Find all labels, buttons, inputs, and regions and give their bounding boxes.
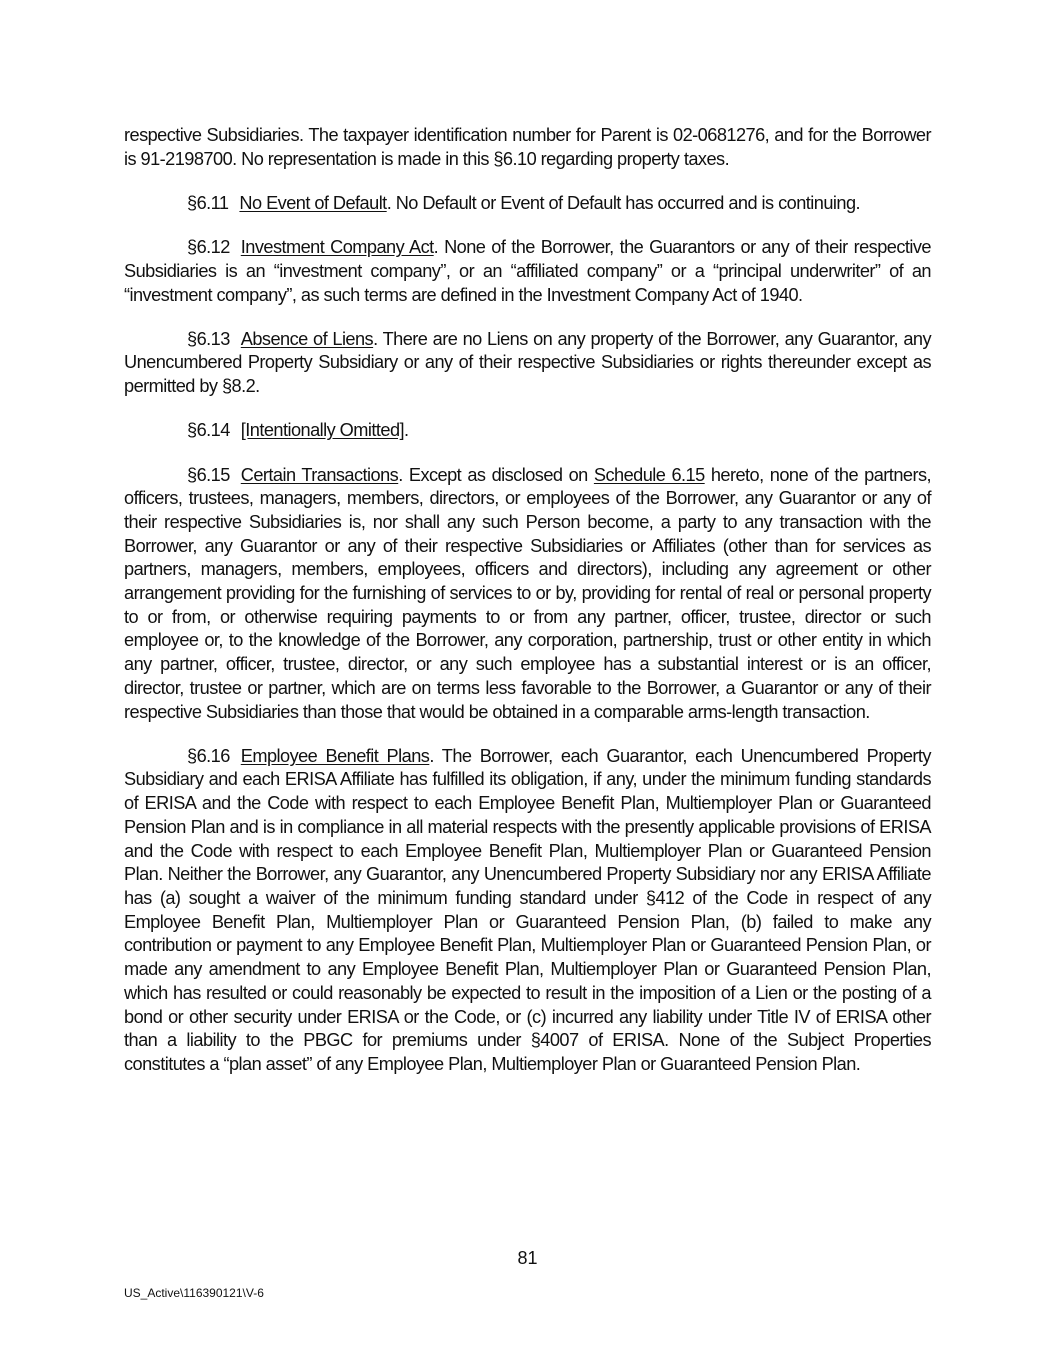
paragraph-continuation <box>124 124 931 171</box>
section-title: [Intentionally Omitted] <box>240 420 405 441</box>
document-id: US_Active\116390121\V-6 <box>124 1286 264 1300</box>
section-6-16 <box>124 745 931 1077</box>
section-number: §6.15 <box>187 464 230 485</box>
section-6-12 <box>124 236 931 307</box>
section-number: §6.14 <box>187 420 230 441</box>
section-body: . None of the Borrower, the Guarantors or any of their respective Subsidiaries is an “investment company”, or an “affiliated company” or a “principal underwriter” of an “investment company”, as such terms are defined in the Investment Company Act of 1940. <box>124 237 931 305</box>
section-6-14 <box>124 419 931 443</box>
section-body: . There are no Liens on any property of the Borrower, any Guarantor, any Unencumbered Property Subsidiary or any of their respective Subsidiaries or rights thereunder except as permitted by §8.2. <box>124 328 931 397</box>
section-body: . The Borrower, each Guarantor, each Unencumbered Property Subsidiary and each ERISA Affiliate has fulfilled its obligation, if any, under the minimum funding standards of ERISA and the Code with respect to each Employee Benefit Plan, Multiemployer Plan or Guaranteed Pension Plan and is in compliance in all material respects with the presently applicable provisions of ERISA and the Code with respect to each Employee Benefit Plan, Multiemployer Plan or Guaranteed Pension Plan. Neither the Borrower, any Guarantor, any Unencumbered Property Subsidiary nor any ERISA Affiliate has (a) sought a waiver of the minimum funding standard under §412 of the Code in respect of any Employee Benefit Plan, Multiemployer Plan or Guaranteed Pension Plan, (b) failed to make any contribution or payment to any Employee Benefit Plan, Multiemployer Plan or Guaranteed Pension Plan, or made any amendment to any Employee Benefit Plan, Multiemployer Plan or Guaranteed Pension Plan, which has resulted or could reasonably be expected to result in the imposition of a Lien or the posting of a bond or other security under ERISA or the Code, or (c) incurred any liability under Title IV of ERISA other than a liability to the PBGC for premiums under §4007 of ERISA. None of the Subject Properties constitutes a “plan asset” of any Employee Plan, Multiemployer Plan or Guaranteed Pension Plan. <box>124 745 931 1074</box>
section-number: §6.16 <box>187 745 230 766</box>
section-number: §6.13 <box>187 328 230 349</box>
section-6-11 <box>124 192 931 216</box>
schedule-reference: Schedule 6.15 <box>593 464 705 485</box>
section-number: §6.12 <box>187 237 230 258</box>
document-page <box>124 124 931 1097</box>
section-body: hereto, none of the partners, officers, trustees, managers, members, directors, or employees of the Borrower, any Guarantor or any of their respective Subsidiaries is, nor shall any such Person become, a party to any transaction with the Borrower, any Guarantor or any of their respective Subsidiaries or Affiliates (other than for services as partners, managers, members, employees, officers and directors), including any agreement or other arrangement providing for the furnishing of services to or by, providing for rental of real or personal property to or from, or otherwise requiring payments to or from any partner, officer, trustee, director or such employee or, to the knowledge of the Borrower, any corporation, partnership, trust or other entity in which any partner, officer, trustee, director, or any such employee has a substantial interest or is an officer, director, trustee or partner, which are on terms less favorable to the Borrower, a Guarantor or any of their respective Subsidiaries than those that would be obtained in a comparable arms-length transaction. <box>124 464 931 722</box>
section-title: Employee Benefit Plans <box>240 745 430 766</box>
section-title: Certain Transactions <box>240 464 399 485</box>
section-6-15 <box>124 464 931 725</box>
section-title: No Event of Default <box>239 192 387 213</box>
section-body: . Except as disclosed on <box>398 464 594 485</box>
section-title: Absence of Liens <box>240 328 374 349</box>
section-body: . No Default or Event of Default has occurred and is continuing. <box>386 192 861 213</box>
paragraph-text: respective Subsidiaries. The taxpayer identification number for Parent is 02-0681276, and for the Borrower is 91-2198700. No representation is made in this §6.10 regarding property taxes. <box>124 125 931 169</box>
section-number: §6.11 <box>187 192 229 213</box>
section-body: . <box>404 420 409 441</box>
page-number: 81 <box>517 1248 538 1268</box>
section-title: Investment Company Act <box>240 237 434 258</box>
section-6-13 <box>124 328 931 399</box>
